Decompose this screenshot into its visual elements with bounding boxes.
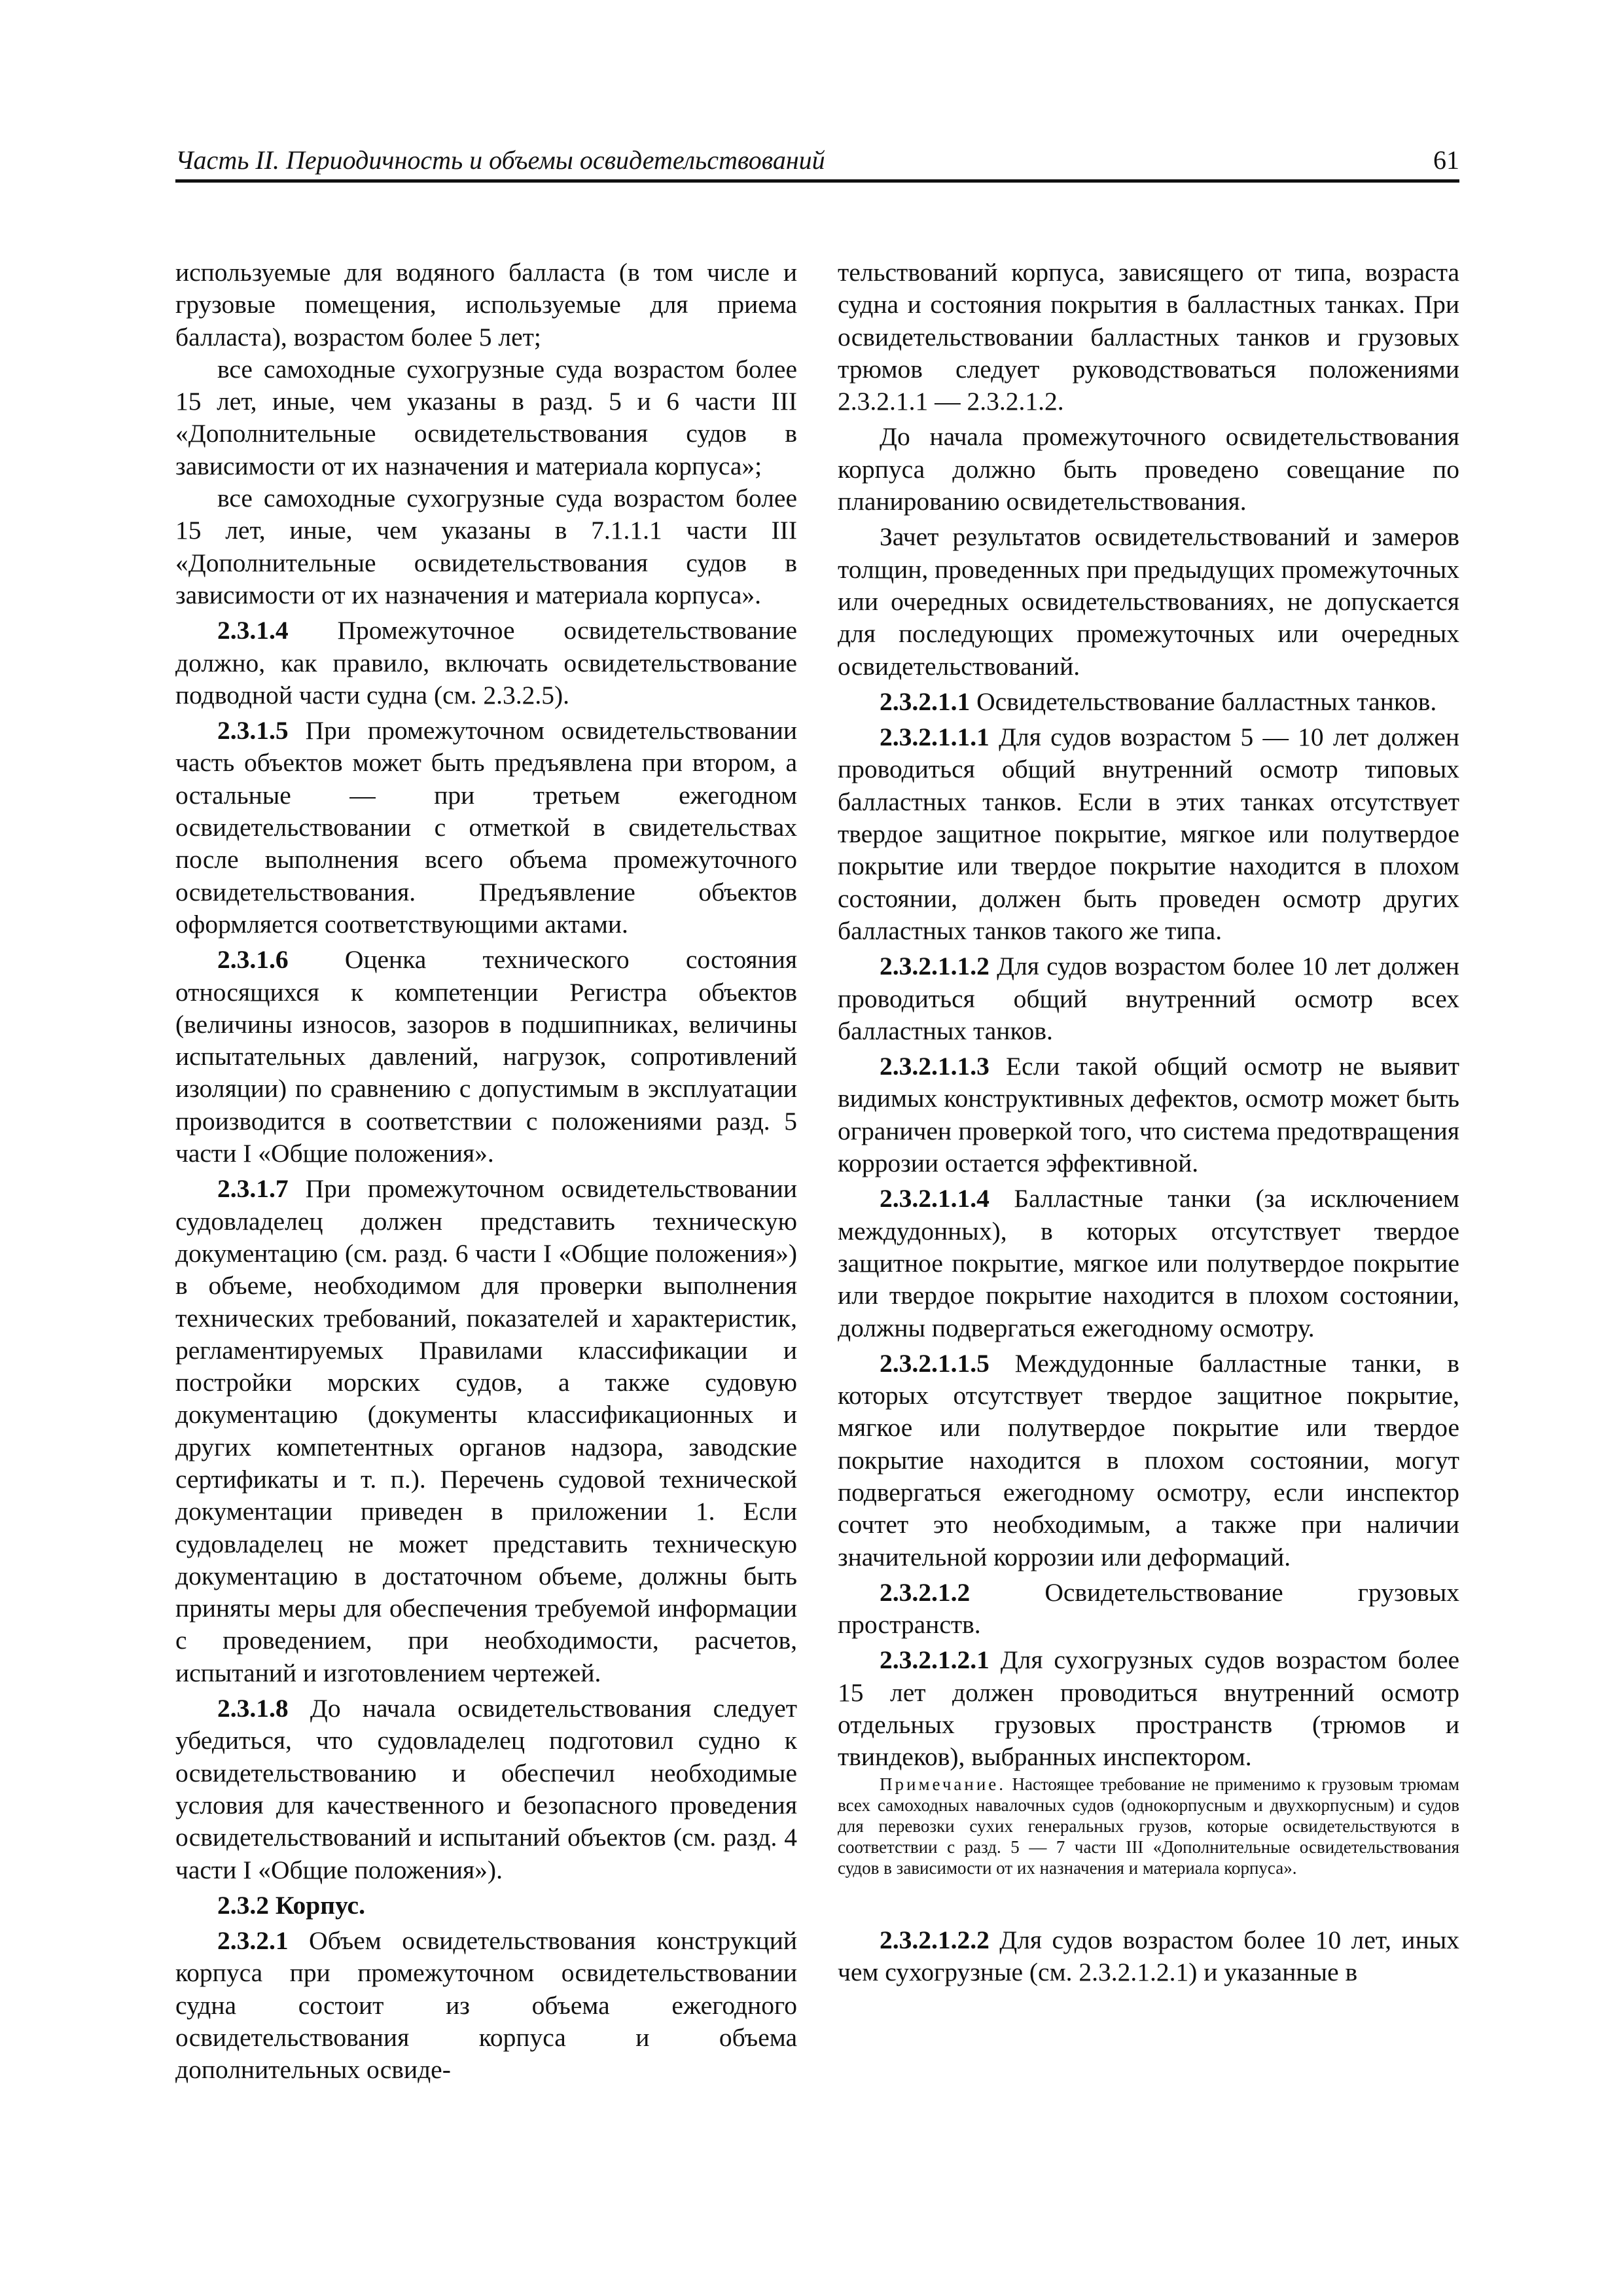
paragraph: 2.3.1.4 Промежуточное освидетельствование должно, как правило, включать освидетельствование подводной части судна (см. 2.3.2.5).	[175, 616, 797, 709]
right-column	[838, 257, 1459, 1988]
section-number: 2.3.2.1.1.5	[880, 1348, 990, 1378]
section-number: 2.3.2.1.1.4	[880, 1184, 990, 1213]
section-number: 2.3.1.6	[217, 945, 289, 975]
section-number: 2.3.2.1	[217, 1926, 289, 1956]
paragraph: все самоходные сухогрузные суда возрастом более 15 лет, иные, чем указаны в разд. 5 и 6 части III «Дополнительные освидетельствования судов в зависимости от их назначения и материала корпуса»;	[175, 354, 797, 480]
section-number: 2.3.1.5	[217, 716, 289, 745]
paragraph: 2.3.2.1.2.2 Для судов возрастом более 10 лет, иных чем сухогрузные (см. 2.3.2.1.2.1) и указанные в	[838, 1925, 1459, 1986]
section-heading: 2.3.2 Корпус.	[217, 1890, 365, 1920]
section-number: 2.3.2.1.2	[880, 1577, 971, 1607]
paragraph: 2.3.1.7 При промежуточном освидетельствовании судовладелец должен представить техническую документацию (см. разд. 6 части I «Общие положения») в объеме, необходимом для проверки выполнения технических требований, показателей и характеристик, регламентируемых Правилами классификации и постройки морских судов, а также судовую документацию (документы классификационных и других компетентных органов надзора, заводские сертификаты и т. п.). Перечень судовой технической документации приведен в приложении 1. Если судовладелец не может представить техническую документацию в достаточном объеме, должны быть приняты меры для обеспечения требуемой информации с проведением, при необходимости, расчетов, испытаний и изготовлением чертежей.	[175, 1174, 798, 1687]
paragraph: 2.3.2.1.1.1 Для судов возрастом 5 — 10 лет должен проводиться общий внутренний осмотр типовых балластных танков. Если в этих танках отсутствует твердое защитное покрытие, мягкое или полутвердое покрытие или твердое покрытие находится в плохом состоянии, должен быть проведен осмотр других балластных танков такого же типа.	[838, 723, 1459, 945]
paragraph: 2.3.2.1.1.4 Балластные танки (за исключением междудонных), в которых отсутствует твердое защитное покрытие, мягкое или полутвердое покрытие или твердое покрытие находится в плохом состоянии, должны подвергаться ежегодному осмотру.	[838, 1184, 1459, 1342]
paragraph: 2.3.1.8 До начала освидетельствования следует убедиться, что судовладелец подготовил судно к освидетельствованию и обеспечил необходимые условия для качественного и безопасного проведения освидетельствований и испытаний объектов (см. разд. 4 части I «Общие положения»).	[175, 1694, 797, 1884]
section-number: 2.3.1.7	[217, 1174, 289, 1204]
section-number: 2.3.1.4	[217, 616, 289, 645]
paragraph: 2.3.2.1 Объем освидетельствования конструкций корпуса при промежуточном освидетельствовании судна состоит из объема ежегодного освидетельствования корпуса и объема дополнительных освиде-	[175, 1926, 798, 2085]
section-number: 2.3.2.1.2.2	[880, 1925, 990, 1954]
section-number: 2.3.1.8	[217, 1694, 289, 1723]
section-number: 2.3.2.1.1.1	[880, 723, 990, 752]
running-header	[175, 143, 1459, 183]
left-column	[175, 257, 797, 2087]
paragraph: Зачет результатов освидетельствований и замеров толщин, проведенных при предыдущих промежуточных или очередных освидетельствованиях, не допускается для последующих промежуточных или очередных освидетельствований.	[838, 522, 1459, 681]
note-label: Примечание.	[880, 1774, 1007, 1794]
page-number: 61	[1433, 145, 1459, 175]
paragraph: 2.3.2.1.2.1 Для сухогрузных судов возрастом более 15 лет должен проводиться внутренний осмотр отдельных грузовых пространств (трюмов и твиндеков), выбранных инспектором.	[838, 1645, 1460, 1772]
note-text: Настоящее требование не применимо к грузовым трюмам всех самоходных навалочных судов (однокорпусным и двухкорпусным) и судов для перевозки сухих генеральных грузов, которые освидетельствуются в соответствии с разд. 5 — 7 части III «Дополнительные освидетельствования судов в зависимости от их назначения и материала корпуса».	[838, 1774, 1459, 1878]
paragraph: все самоходные сухогрузные суда возрастом более 15 лет, иные, чем указаны в 7.1.1.1 части III «Дополнительные освидетельствования судов в зависимости от их назначения и материала корпуса».	[175, 484, 797, 609]
paragraph: 2.3.2.1.2 Освидетельствование грузовых пространств.	[838, 1577, 1460, 1640]
note-block	[838, 1774, 1459, 1878]
paragraph: 2.3.2.1.1.3 Если такой общий осмотр не выявит видимых конструктивных дефектов, осмотр может быть ограничен проверкой того, что система предотвращения коррозии остается эффективной.	[838, 1052, 1459, 1178]
paragraph: До начала промежуточного освидетельствования корпуса должно быть проведено совещание по планированию освидетельствования.	[838, 422, 1459, 516]
paragraph: 2.3.1.6 Оценка технического состояния относящихся к компетенции Регистра объектов (величины износов, зазоров в подшипниках, величины испытательных давлений, нагрузок, сопротивлений изоляции) по сравнению с допустимым в эксплуатации производится в соответствии с положениями разд. 5 части I «Общие положения».	[175, 945, 797, 1168]
paragraph: используемые для водяного балласта (в том числе и грузовые помещения, используемые для приема балласта), возрастом более 5 лет;	[175, 258, 797, 351]
section-number: 2.3.2.1.1	[880, 687, 971, 716]
section-number: 2.3.2.1.1.3	[880, 1052, 990, 1081]
section-number: 2.3.2.1.1.2	[880, 952, 990, 981]
paragraph: тельствований корпуса, зависящего от типа, возраста судна и состояния покрытия в балластных танках. При освидетельствовании балластных танков и грузовых трюмов следует руководствоваться положениями 2.3.2.1.1 — 2.3.2.1.2.	[838, 258, 1459, 416]
paragraph: 2.3.2.1.1.2 Для судов возрастом более 10 лет должен проводиться общий внутренний осмотр всех балластных танков.	[838, 952, 1460, 1045]
paragraph: 2.3.2.1.1.5 Междудонные балластные танки, в которых отсутствует твердое защитное покрытие, мягкое или полутвердое покрытие или твердое покрытие находится в плохом состоянии, могут подвергаться ежегодному осмотру, если инспектор сочтет это необходимым, а также при наличии значительной коррозии или деформаций.	[838, 1348, 1459, 1571]
paragraph: 2.3.2.1.1 Освидетельствование балластных танков.	[880, 687, 1437, 716]
section-number: 2.3.2.1.2.1	[880, 1645, 990, 1675]
header-title: Часть II. Периодичность и объемы освидетельствований	[175, 145, 825, 175]
paragraph: 2.3.1.5 При промежуточном освидетельствовании часть объектов может быть предъявлена при втором, а остальные — при третьем ежегодном освидетельствовании с отметкой в свидетельствах после выполнения всего объема промежуточного освидетельствования. Предъявление объектов оформляется соответствующими актами.	[175, 716, 798, 939]
